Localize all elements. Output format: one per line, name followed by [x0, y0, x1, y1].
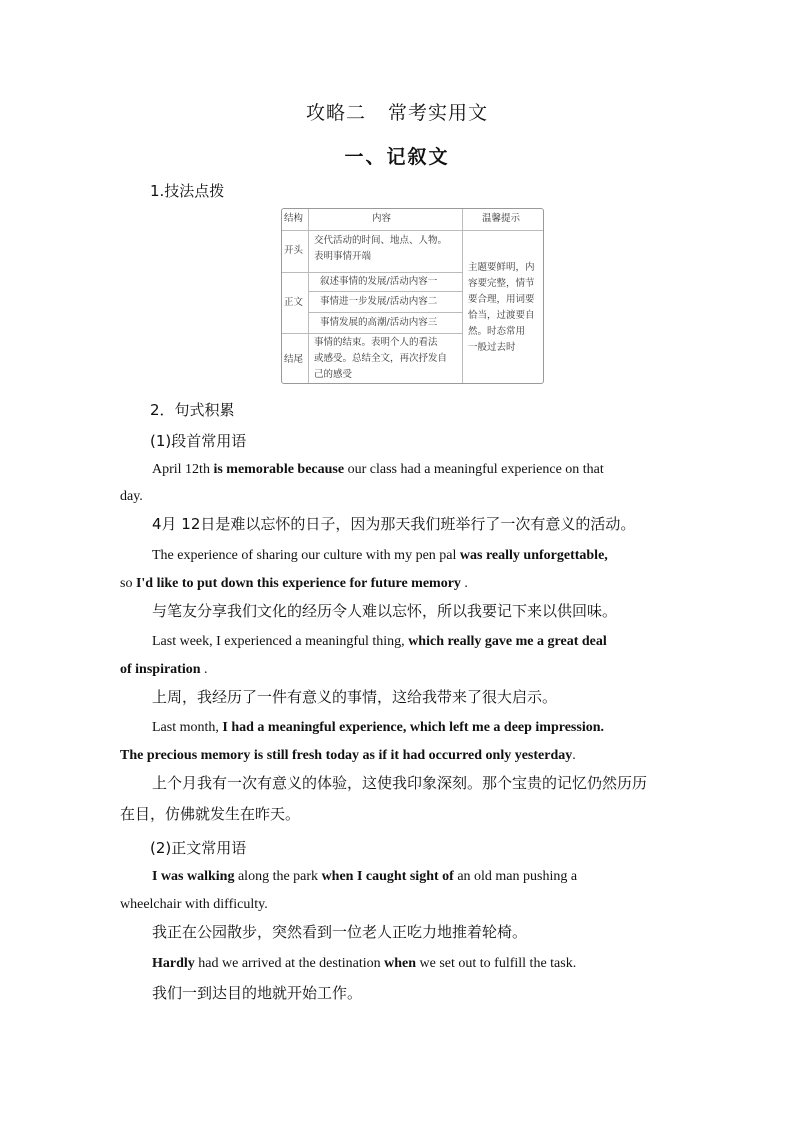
table-cell: 事情的结束。表明个人的看法: [314, 337, 438, 348]
sentence-zh: 与笔友分享我们文化的经历令人难以忘怀，所以我要记下来以供回味。: [152, 602, 618, 620]
table-row-label: 开头: [284, 245, 304, 256]
table-row-label: 正文: [284, 297, 304, 308]
table-tip-line: 一般过去时: [468, 342, 516, 353]
table-header-content: 内容: [372, 213, 392, 224]
table-cell: 己的感受: [314, 369, 353, 380]
sentence-zh: 4月 12日是难以忘怀的日子，因为那天我们班举行了一次有意义的活动。: [152, 515, 636, 533]
sentence-zh: 上个月我有一次有意义的体验，这使我印象深刻。那个宝贵的记忆仍然历历: [152, 774, 648, 792]
table-header-structure: 结构: [284, 213, 304, 224]
sentence-en: Last month, I had a meaningful experience, which left me a deep impression.: [152, 720, 605, 735]
sentence-en: The experience of sharing our culture with my pen pal was really unforgettable,: [152, 548, 608, 563]
sentence-en: Last week, I experienced a meaningful thing, which really gave me a great deal: [152, 634, 607, 649]
table-tip-line: 要合理，用词要: [468, 294, 535, 305]
sentence-zh: 上周，我经历了一件有意义的事情，这给我带来了很大启示。: [152, 688, 558, 706]
subheading-sentences: 2．句式积累: [150, 401, 235, 419]
sentence-en-cont: of inspiration .: [120, 662, 208, 677]
structure-table: [281, 208, 544, 384]
table-cell: 事情发展的高潮/活动内容三: [320, 317, 438, 328]
page-title: 攻略二 常考实用文: [305, 102, 489, 124]
sentence-en-cont: so I'd like to put down this experience for future memory .: [120, 576, 468, 591]
sentence-zh: 我们一到达目的地就开始工作。: [152, 984, 363, 1002]
table-cell: 叙述事情的发展/活动内容一: [320, 276, 438, 287]
table-cell: 交代活动的时间、地点、人物。: [314, 235, 448, 246]
sentence-en-cont: day.: [120, 489, 143, 504]
table-tip-line: 主题要鲜明，内: [468, 262, 535, 273]
table-row-label: 结尾: [284, 354, 304, 365]
sentence-en-cont: The precious memory is still fresh today as if it had occurred only yesterday.: [120, 748, 576, 763]
sentence-en: April 12th is memorable because our class had a meaningful experience on that: [152, 462, 604, 477]
table-cell: 表明事情开端: [314, 251, 372, 262]
sentence-zh-cont: 在目，仿佛就发生在昨天。: [120, 805, 301, 823]
sentence-en: Hardly had we arrived at the destination when we set out to fulfill the task.: [152, 956, 577, 971]
sentence-en: I was walking along the park when I caught sight of an old man pushing a: [152, 869, 578, 884]
subheading-body: (2)正文常用语: [150, 839, 247, 857]
sentence-zh: 我正在公园散步，突然看到一位老人正吃力地推着轮椅。: [152, 923, 528, 941]
table-cell: 事情进一步发展/活动内容二: [320, 296, 438, 307]
section-heading: 一、记叙文: [344, 146, 450, 168]
table-tip-line: 然。时态常用: [468, 326, 526, 337]
table-tip-line: 恰当，过渡要自: [468, 310, 535, 321]
table-cell: 或感受。总结全文，再次抒发自: [314, 353, 448, 364]
subheading-techniques: 1.技法点拨: [150, 182, 225, 200]
subheading-opening: (1)段首常用语: [150, 432, 247, 450]
sentence-en-cont: wheelchair with difficulty.: [120, 897, 268, 912]
table-tip-line: 容要完整，情节: [468, 278, 535, 289]
table-header-tip: 温馨提示: [482, 213, 521, 224]
